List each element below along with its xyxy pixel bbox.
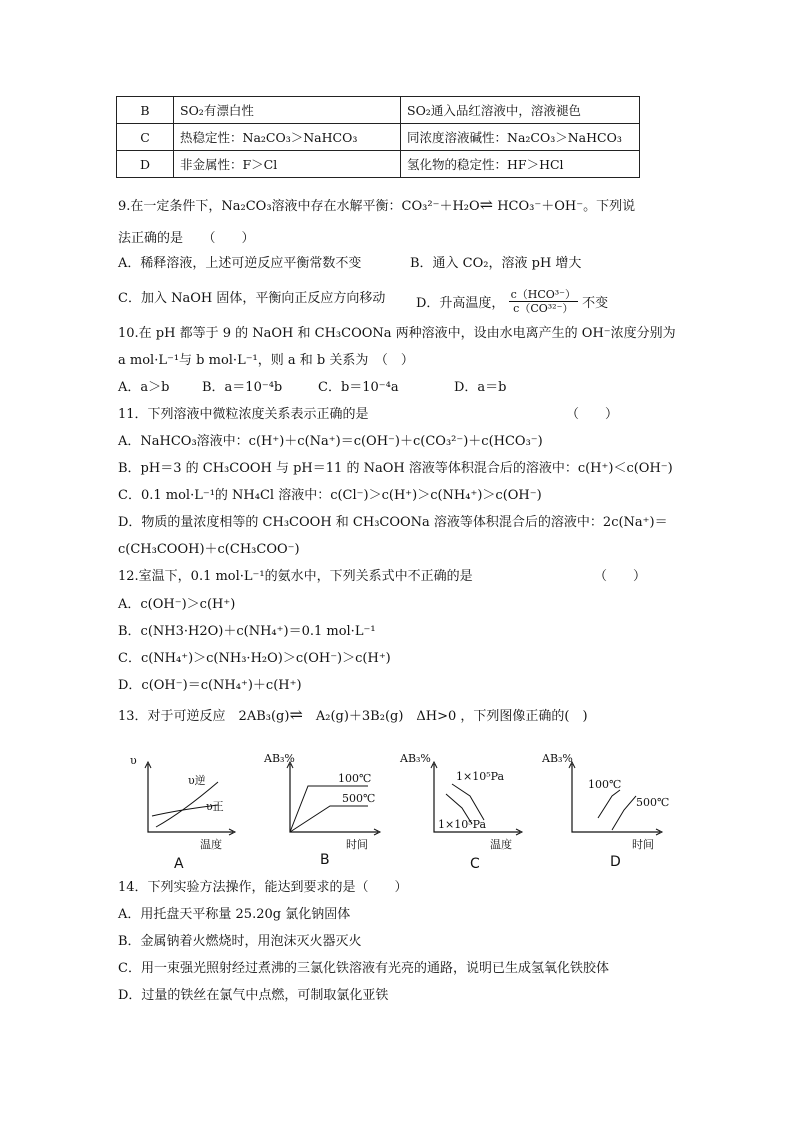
curve-high-pressure (452, 784, 484, 820)
fraction-denominator: c（CO³²⁻） (513, 302, 574, 315)
curve-500c (612, 796, 636, 830)
graph-d-plot (548, 752, 698, 872)
q11-option-c: C．0.1 mol·L⁻¹的 NH₄Cl 溶液中：c(Cl⁻)＞c(H⁺)＞c(NH₄⁺)＞c(OH⁻) (118, 488, 542, 503)
graph-d-xlabel: 时间 (632, 838, 654, 851)
graph-b-label-500c: 500℃ (342, 792, 376, 805)
q10-option-b: B．a＝10⁻⁴b (202, 380, 283, 395)
row-statement: 热稳定性：Na₂CO₃＞NaHCO₃ (174, 124, 401, 151)
q11-stem: 11．下列溶液中微粒浓度关系表示正确的是 (118, 407, 369, 422)
q12-option-c: C．c(NH₄⁺)＞c(NH₃·H₂O)＞c(OH⁻)＞c(H⁺) (118, 651, 391, 666)
graph-b-caption: B (320, 852, 330, 868)
graph-c (400, 752, 558, 872)
graph-b-ylabel: AB₃% (264, 752, 295, 765)
q14-option-c: C．用一束强光照射经过煮沸的三氯化铁溶液有光亮的通路，说明已生成氢氧化铁胶体 (118, 961, 609, 976)
graph-d (542, 752, 698, 872)
table-row (117, 151, 640, 178)
q12-stem: 12.室温下，0.1 mol·L⁻¹的氨水中，下列关系式中不正确的是 (118, 569, 473, 584)
q10-stem-line2: a mol·L⁻¹与 b mol·L⁻¹，则 a 和 b 关系为 （ ） (118, 353, 414, 368)
graph-b-xlabel: 时间 (346, 838, 368, 851)
q10-option-c: C．b＝10⁻⁴a (318, 380, 399, 395)
q11-option-b: B．pH＝3 的 CH₃COOH 与 pH＝11 的 NaOH 溶液等体积混合后的溶液中：c(H⁺)＜c(OH⁻) (118, 461, 673, 476)
q9-stem (118, 196, 635, 216)
options-table (116, 96, 640, 178)
q11-option-d-cont: c(CH₃COOH)＋c(CH₃COO⁻) (118, 542, 300, 557)
q12-option-d: D．c(OH⁻)＝c(NH₄⁺)＋c(H⁺) (118, 678, 302, 693)
q9-option-d-suffix: 不变 (582, 296, 609, 311)
graph-d-ylabel: AB₃% (542, 752, 573, 765)
q11-option-d: D．物质的量浓度相等的 CH₃COOH 和 CH₃COONa 溶液等体积混合后的溶液中：2c(Na⁺)＝ (118, 515, 668, 530)
graph-b (264, 752, 418, 872)
q9-option-d (416, 290, 608, 317)
row-statement: 非金属性：F＞Cl (174, 151, 401, 178)
q14-option-d: D．过量的铁丝在氯气中点燃，可制取氯化亚铁 (118, 988, 389, 1003)
q10-stem-line1: 10.在 pH 都等于 9 的 NaOH 和 CH₃COONa 两种溶液中，设由水电离产生的 OH⁻浓度分别为 (118, 326, 676, 341)
q13-stem-part1: 13．对于可逆反应 2AB₃(g) (118, 709, 290, 724)
equilibrium-arrow-icon: ⇌ (289, 705, 303, 724)
q9-option-c: C．加入 NaOH 固体，平衡向正反应方向移动 (118, 291, 386, 306)
q13-stem (118, 706, 588, 726)
q10-option-d: D．a＝b (454, 380, 507, 395)
q9-option-a: A．稀释溶液，上述可逆反应平衡常数不变 (118, 256, 362, 271)
graph-a-caption: A (174, 856, 184, 872)
graph-c-label-upper: 1×10⁵Pa (456, 770, 505, 783)
row-key: B (117, 97, 174, 124)
q14-stem: 14．下列实验方法操作，能达到要求的是（ ） (118, 880, 408, 895)
row-evidence: 氢化物的稳定性：HF＞HCl (401, 151, 640, 178)
graph-d-label-100c: 100℃ (588, 778, 622, 791)
graph-a-label-forward: υ正 (206, 800, 224, 813)
row-statement: SO₂有漂白性 (174, 97, 401, 124)
graph-c-xlabel: 温度 (490, 838, 512, 851)
graph-a (128, 752, 278, 872)
graph-d-label-500c: 500℃ (636, 796, 670, 809)
q9-option-b: B．通入 CO₂，溶液 pH 增大 (410, 256, 582, 271)
q14-option-b: B．金属钠着火燃烧时，用泡沫灭火器灭火 (118, 934, 362, 949)
graph-c-label-lower: 1×10⁵Pa (438, 818, 487, 831)
row-evidence: 同浓度溶液碱性：Na₂CO₃＞NaHCO₃ (401, 124, 640, 151)
table-row (117, 97, 640, 124)
q13-stem-part2: A₂(g)＋3B₂(g) ΔH>0 ，下列图像正确的( ) (302, 709, 588, 724)
graph-a-plot (128, 752, 278, 872)
q12-answer-paren: （ ） (594, 569, 647, 584)
q14-option-a: A．用托盘天平称量 25.20g 氯化钠固体 (118, 907, 351, 922)
q11-answer-paren: （ ） (566, 407, 619, 422)
q9-stem-line2: 法正确的是 （ ） (118, 231, 255, 246)
q12-option-b: B．c(NH3·H2O)＋c(NH₄⁺)＝0.1 mol·L⁻¹ (118, 624, 376, 639)
row-evidence: SO₂通入品红溶液中，溶液褪色 (401, 97, 640, 124)
graph-c-caption: C (470, 856, 480, 872)
table-row (117, 124, 640, 151)
q10-option-a: A．a＞b (118, 380, 170, 395)
graph-a-xlabel: 温度 (200, 838, 222, 851)
fraction (509, 288, 578, 315)
q9-stem-part2: HCO₃⁻＋OH⁻。下列说 (493, 199, 636, 214)
equilibrium-arrow-icon: ⇌ (479, 195, 494, 214)
q12-option-a: A．c(OH⁻)＞c(H⁺) (118, 597, 236, 612)
q9-stem-part1: 9.在一定条件下，Na₂CO₃溶液中存在水解平衡：CO₃²⁻＋H₂O (118, 199, 480, 214)
q11-option-a: A．NaHCO₃溶液中：c(H⁺)＋c(Na⁺)＝c(OH⁻)＋c(CO₃²⁻)＋c(HCO₃⁻) (118, 434, 543, 449)
graph-a-label-reverse: υ逆 (188, 774, 206, 787)
row-key: C (117, 124, 174, 151)
graph-d-caption: D (610, 854, 621, 870)
q9-option-d-prefix: D．升高温度， (416, 296, 505, 311)
graph-b-label-100c: 100℃ (338, 772, 372, 785)
curve-100c (598, 790, 620, 818)
graph-b-plot (268, 752, 418, 872)
curve-500c (290, 806, 368, 832)
fraction-numerator: c（HCO³⁻） (510, 288, 576, 301)
graph-a-ylabel: υ (130, 754, 137, 767)
row-key: D (117, 151, 174, 178)
graph-c-ylabel: AB₃% (400, 752, 431, 765)
